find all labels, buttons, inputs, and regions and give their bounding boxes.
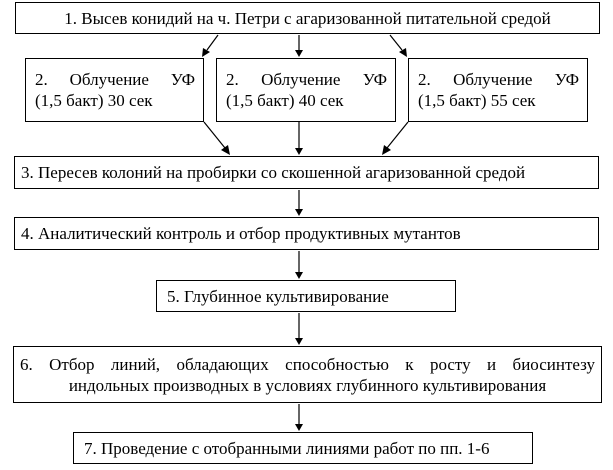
- step1-box: [15, 2, 600, 34]
- step6-line1: 6. Отбор линий, обладающих способностью к росту и биосинтезу: [20, 354, 595, 374]
- step3-text: 3. Пересев колоний на пробирки со скошенной агаризованной средой: [21, 163, 526, 182]
- arrow-step5-to-step6: [295, 313, 303, 345]
- arrow-step1-to-step2-right: [390, 35, 407, 57]
- step1-text: 1. Высев конидий на ч. Петри с агаризованной питательной средой: [64, 8, 551, 28]
- step6-line2: индольных производных в условиях глубинного культивирования: [68, 375, 547, 395]
- step2-text-55s: [418, 69, 579, 111]
- arrow-step1-to-step2-left: [202, 35, 218, 57]
- step5-box: [156, 280, 456, 312]
- step2-line2-30s: (1,5 бакт) 30 сек: [35, 91, 153, 110]
- step2-text-30s: [35, 69, 195, 111]
- arrow-step3-to-step4: [295, 190, 303, 216]
- step2-line2-40s: (1,5 бакт) 40 сек: [226, 91, 344, 110]
- arrow-step4-to-step5: [295, 251, 303, 279]
- step2-line1-55s: 2. Облучение УФ: [418, 70, 579, 89]
- step4-box: [14, 217, 599, 250]
- step2-box-30s: [25, 58, 204, 122]
- step5-text: 5. Глубинное культивирование: [167, 286, 389, 306]
- step4-text: 4. Аналитический контроль и отбор продуктивных мутантов: [21, 224, 461, 243]
- step2-box-40s: [216, 58, 396, 122]
- step3-box: [14, 156, 599, 189]
- step7-text: 7. Проведение с отобранными линиями работ по пп. 1-6: [84, 438, 490, 458]
- step2-box-55s: [408, 58, 588, 122]
- step6-box: [13, 346, 602, 403]
- arrow-step1-to-step2-middle: [295, 35, 303, 57]
- step7-box: [73, 432, 533, 464]
- arrow-step6-to-step7: [295, 404, 303, 431]
- step2-line2-55s: (1,5 бакт) 55 сек: [418, 91, 536, 110]
- arrow-step2-middle-to-step3: [295, 122, 303, 155]
- arrow-step2-right-to-step3: [382, 122, 408, 155]
- arrow-step2-left-to-step3: [204, 122, 230, 155]
- step2-line1-40s: 2. Облучение УФ: [226, 70, 387, 89]
- step6-text: [20, 354, 595, 396]
- step2-text-40s: [226, 69, 387, 111]
- step2-line1-30s: 2. Облучение УФ: [35, 70, 195, 89]
